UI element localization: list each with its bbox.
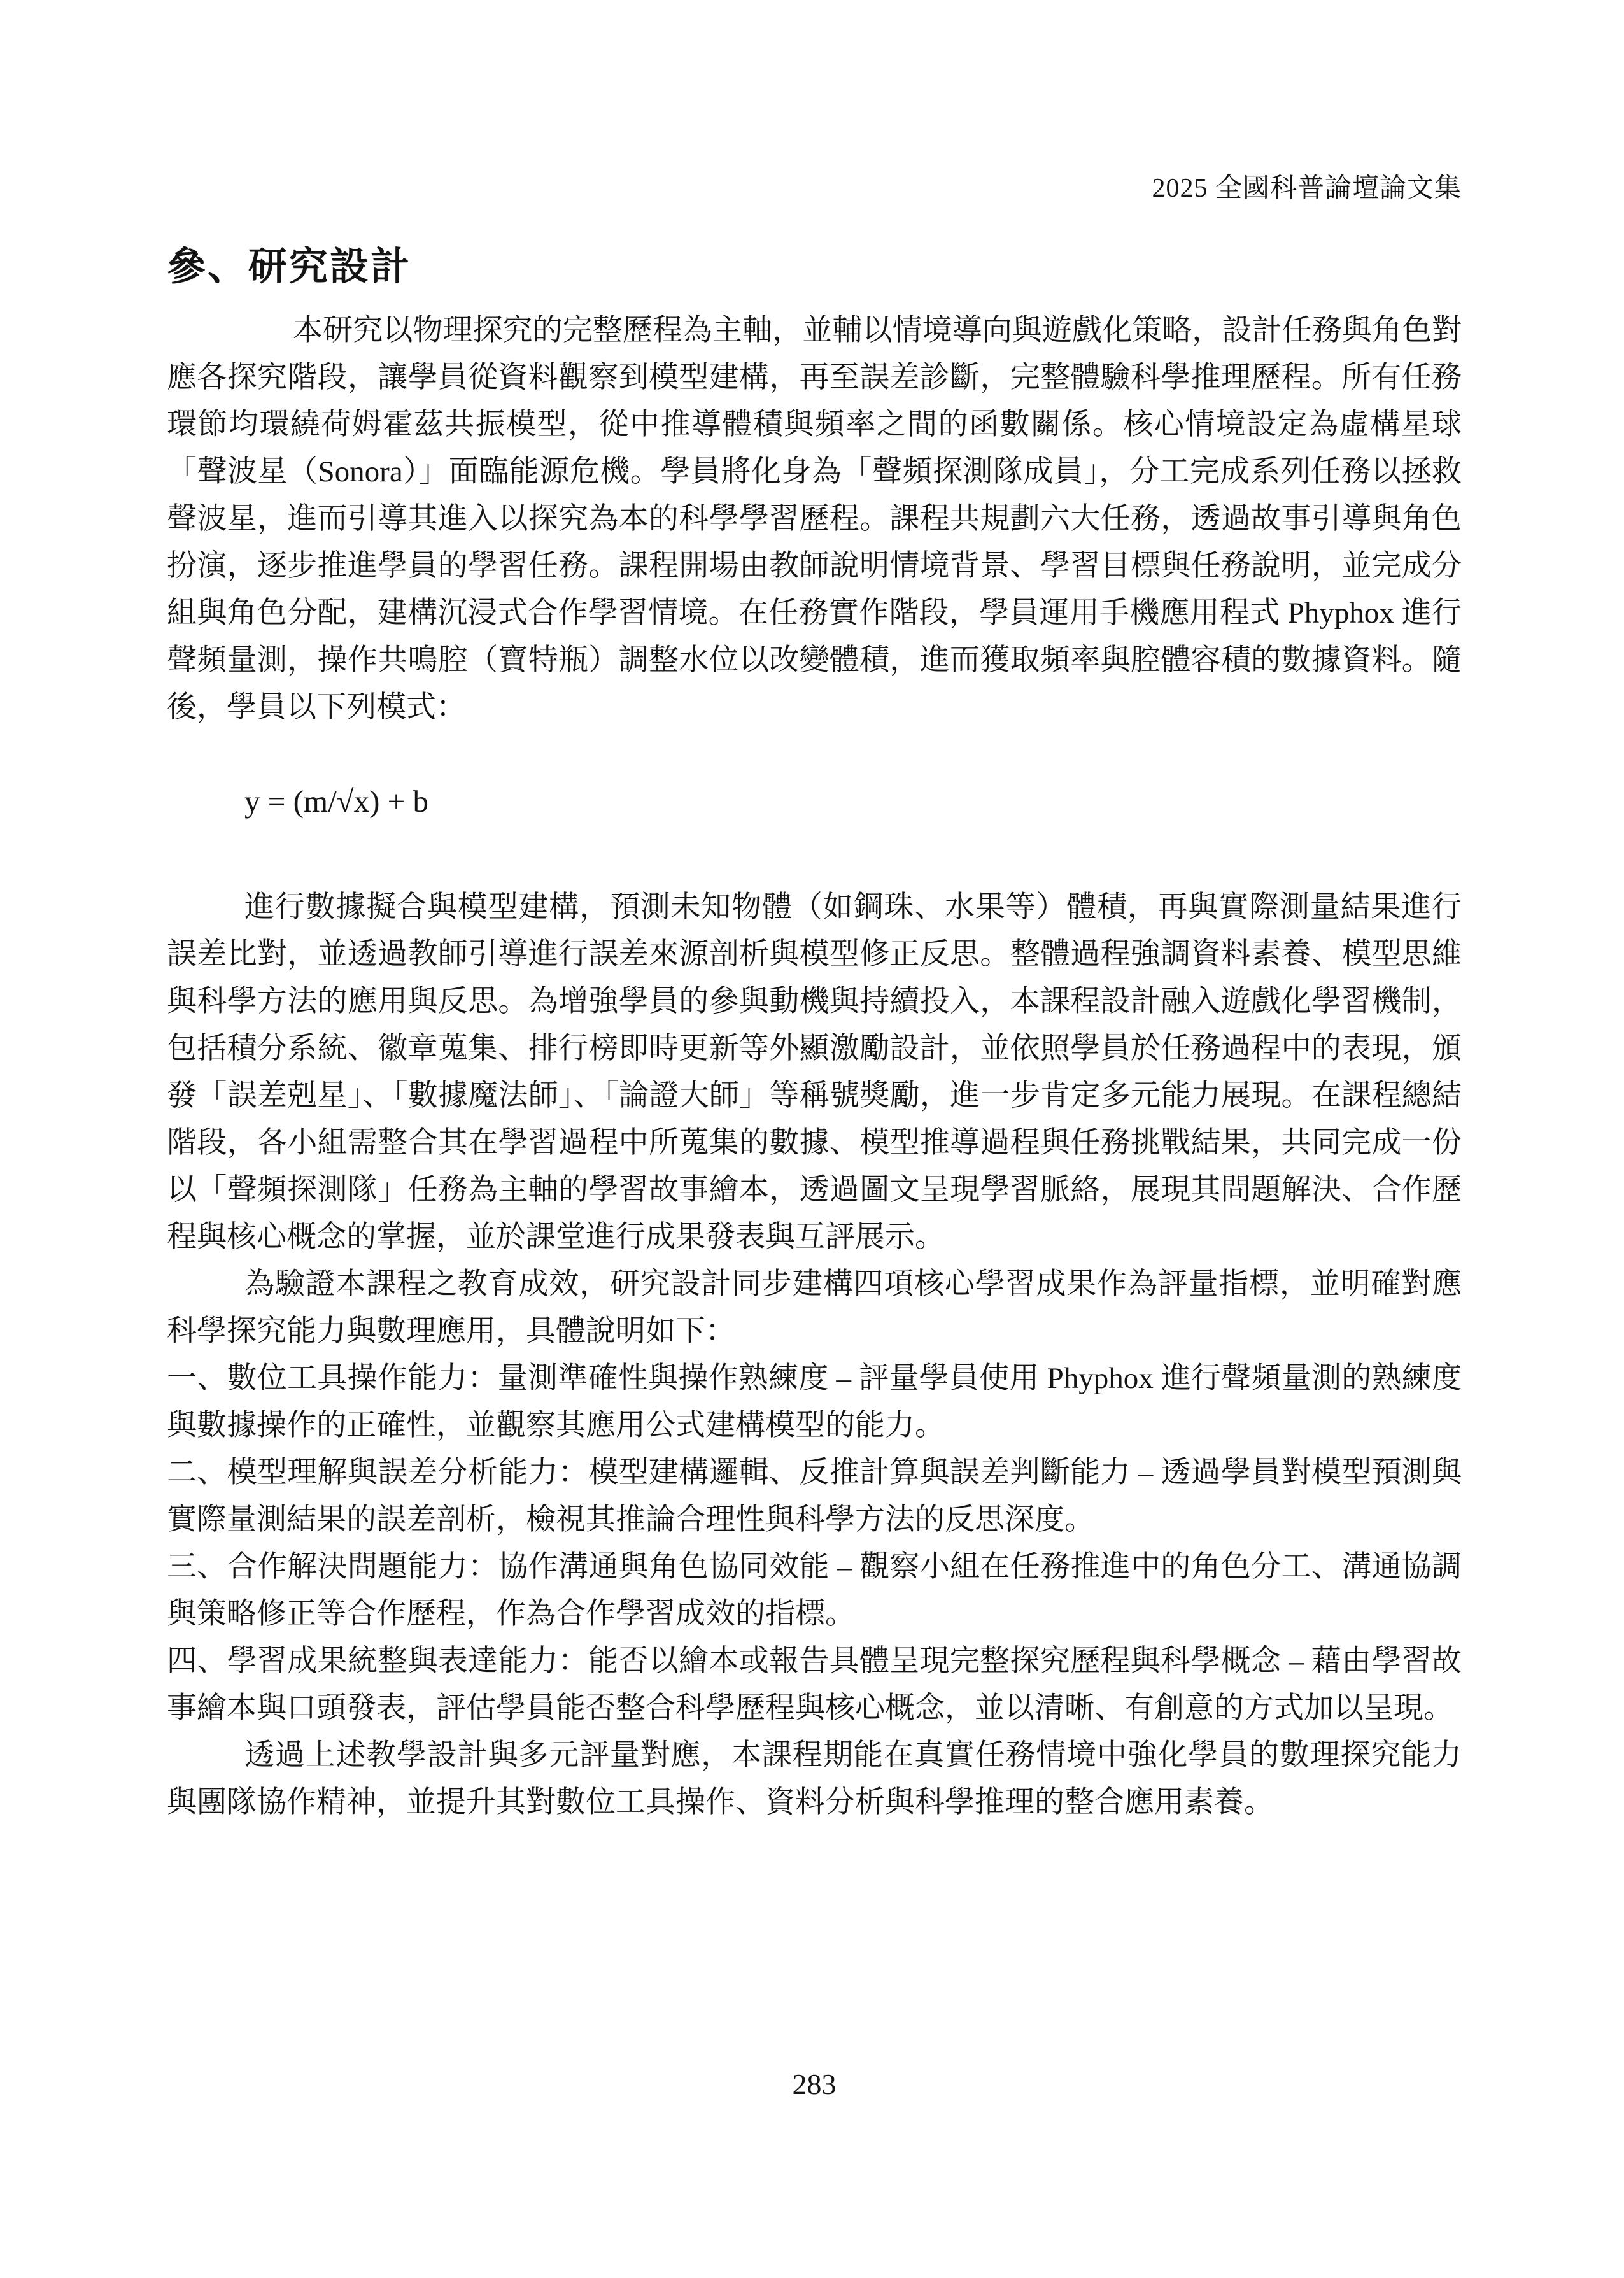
paragraph-data-fitting: 進行數據擬合與模型建構，預測未知物體（如鋼珠、水果等）體積，再與實際測量結果進行誤差比對，並透過教師引導進行誤差來源剖析與模型修正反思。整體過程強調資料素養、模型思維與科學方法的應用與反思。為增強學員的參與動機與持續投入，本課程設計融入遊戲化學習機制，包括積分系統、徽章蒐集、排行榜即時更新等外顯激勵設計，並依照學員於任務過程中的表現，頒發「誤差剋星」、「數據魔法師」、「論證大師」等稱號獎勵，進一步肯定多元能力展現。在課程總結階段，各小組需整合其在學習過程中所蒐集的數據、模型推導過程與任務挑戰結果，共同完成一份以「聲頻探測隊」任務為主軸的學習故事繪本，透過圖文呈現學習脈絡，展現其問題解決、合作歷程與核心概念的掌握，並於課堂進行成果發表與互評展示。 (167, 891, 1462, 1254)
paragraph-closing: 透過上述教學設計與多元評量對應，本課程期能在真實任務情境中強化學員的數理探究能力與團隊協作精神，並提升其對數位工具操作、資料分析與科學推理的整合應用素養。 (167, 1739, 1462, 1819)
list-item-integration-expression: 四、學習成果統整與表達能力：能否以繪本或報告具體呈現完整探究歷程與科學概念 – 藉由學習故事繪本與口頭發表，評估學員能否整合科學歷程與核心概念，並以清晰、有創意的方式加以呈現。 (167, 1645, 1462, 1725)
list-item-collaborative-problem-solving: 三、合作解決問題能力：協作溝通與角色協同效能 – 觀察小組在任務推進中的角色分工、溝通協調與策略修正等合作歷程，作為合作學習成效的指標。 (167, 1550, 1462, 1631)
list-item-model-error-analysis: 二、模型理解與誤差分析能力：模型建構邏輯、反推計算與誤差判斷能力 – 透過學員對模型預測與實際量測結果的誤差剖析，檢視其推論合理性與科學方法的反思深度。 (167, 1456, 1462, 1536)
paragraph-assessment-lead: 為驗證本課程之教育成效，研究設計同步建構四項核心學習成果作為評量指標，並明確對應科學探究能力與數理應用，具體說明如下： (167, 1268, 1462, 1348)
page-number: 283 (792, 2068, 837, 2100)
paragraph-course-design: 本研究以物理探究的完整歷程為主軸，並輔以情境導向與遊戲化策略，設計任務與角色對應各探究階段，讓學員從資料觀察到模型建構，再至誤差診斷，完整體驗科學推理歷程。所有任務環節均環繞荷姆霍茲共振模型，從中推導體積與頻率之間的函數關係。核心情境設定為虛構星球「聲波星（Sonora）」面臨能源危機。學員將化身為「聲頻探測隊成員」，分工完成系列任務以拯救聲波星，進而引導其進入以探究為本的科學學習歷程。課程共規劃六大任務，透過故事引導與角色扮演，逐步推進學員的學習任務。課程開場由教師說明情境背景、學習目標與任務說明，並完成分組與角色分配，建構沉浸式合作學習情境。在任務實作階段，學員運用手機應用程式 Phyphox 進行聲頻量測，操作共鳴腔（寶特瓶）調整水位以改變體積，進而獲取頻率與腔體容積的數據資料。隨後，學員以下列模式： (167, 314, 1462, 724)
running-header: 2025 全國科普論壇論文集 (1152, 174, 1462, 203)
model-formula: y = (m/√x) + b (244, 784, 429, 819)
list-item-digital-tool-skill: 一、數位工具操作能力：量測準確性與操作熟練度 – 評量學員使用 Phyphox 進行聲頻量測的熟練度與數據操作的正確性，並觀察其應用公式建構模型的能力。 (167, 1362, 1462, 1442)
section-title: 參、研究設計 (167, 246, 412, 288)
page-content (167, 0, 1462, 1826)
